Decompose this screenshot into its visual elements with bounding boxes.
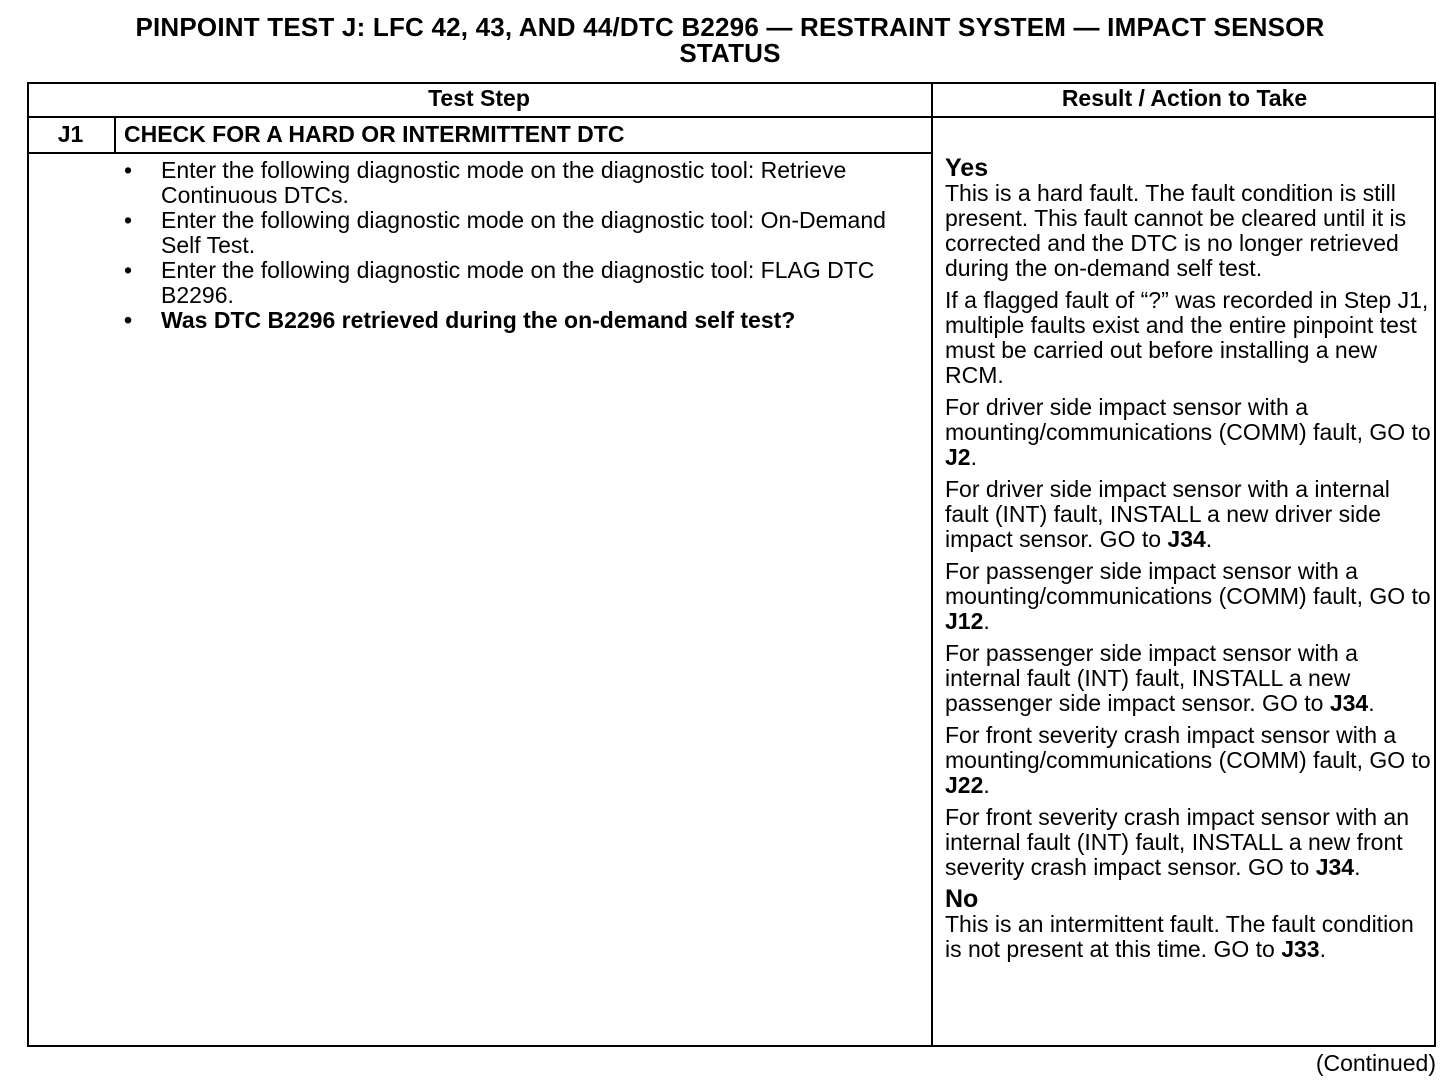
result-item: For passenger side impact sensor with a mounting/communications (COMM) fault, GO to J12.	[945, 558, 1431, 634]
question-text: Was DTC B2296 retrieved during the on-demand self test?	[161, 307, 796, 333]
list-item	[124, 158, 904, 208]
result-item: For front severity crash impact sensor with an internal fault (INT) fault, INSTALL a new front severity crash impact sensor. GO to J34.	[945, 804, 1409, 880]
step-title: CHECK FOR A HARD OR INTERMITTENT DTC	[124, 121, 625, 147]
list-item	[124, 258, 904, 308]
step-id-divider	[114, 116, 116, 152]
table-border-bottom	[27, 1045, 1436, 1047]
list-item	[124, 308, 904, 333]
instruction-text: Enter the following diagnostic mode on the diagnostic tool: On-Demand Self Test.	[161, 207, 886, 258]
list-item	[124, 208, 904, 258]
instruction-text: Enter the following diagnostic mode on the diagnostic tool: Retrieve Continuous DTCs.	[161, 157, 847, 208]
result-item: For front severity crash impact sensor with a mounting/communications (COMM) fault, GO to J22.	[945, 722, 1431, 798]
no-text: This is an intermittent fault. The fault condition is not present at this time. GO to J33.	[945, 911, 1414, 962]
title-line-1: PINPOINT TEST J: LFC 42, 43, AND 44/DTC B2296 — RESTRAINT SYSTEM — IMPACT SENSOR	[135, 12, 1325, 42]
step-reference: J2	[945, 444, 971, 470]
bullet-icon: •	[124, 157, 133, 183]
bullet-icon: •	[124, 207, 133, 233]
step-instructions	[124, 158, 904, 333]
step-row-divider	[27, 152, 931, 154]
step-reference: J12	[945, 608, 984, 634]
result-item: For driver side impact sensor with a mounting/communications (COMM) fault, GO to J2.	[945, 394, 1431, 470]
header-row-divider	[27, 116, 1436, 118]
table-border-left	[27, 82, 29, 1047]
yes-text: This is a hard fault. The fault condition is still present. This fault cannot be cleared until it is corrected and the DTC is no longer retrieved during the on-demand self test.	[945, 180, 1407, 281]
bullet-icon: •	[124, 307, 133, 333]
column-divider	[931, 82, 933, 1047]
step-reference: J22	[945, 772, 984, 798]
step-reference: J34	[1167, 526, 1206, 552]
no-label: No	[945, 885, 979, 913]
column-header-result: Result / Action to Take	[1061, 85, 1308, 111]
yes-label: Yes	[945, 154, 989, 182]
continued-note: (Continued)	[1315, 1050, 1436, 1076]
step-reference: J34	[1329, 690, 1369, 716]
flagged-fault-note: If a flagged fault of “?” was recorded in Step J1, multiple faults exist and the entire pinpoint test must be carried out before installing a new RCM.	[945, 287, 1429, 388]
title-line-2: STATUS	[679, 38, 781, 68]
table-border-top	[27, 82, 1436, 84]
step-reference: J34	[1315, 854, 1355, 880]
instruction-text: Enter the following diagnostic mode on the diagnostic tool: FLAG DTC B2296.	[161, 257, 875, 308]
result-item: For passenger side impact sensor with a internal fault (INT) fault, INSTALL a new passenger side impact sensor. GO to J34.	[945, 640, 1375, 716]
result-item: For driver side impact sensor with a internal fault (INT) fault, INSTALL a new driver side impact sensor. GO to J34.	[945, 476, 1390, 552]
step-id: J1	[57, 121, 84, 147]
page-title	[40, 14, 1420, 66]
table-border-right	[1434, 82, 1436, 1047]
column-header-test-step: Test Step	[428, 85, 530, 111]
result-action-cell	[945, 156, 1433, 969]
step-reference: J33	[1281, 936, 1320, 962]
pinpoint-test-table	[27, 82, 1436, 1047]
bullet-icon: •	[124, 257, 133, 283]
